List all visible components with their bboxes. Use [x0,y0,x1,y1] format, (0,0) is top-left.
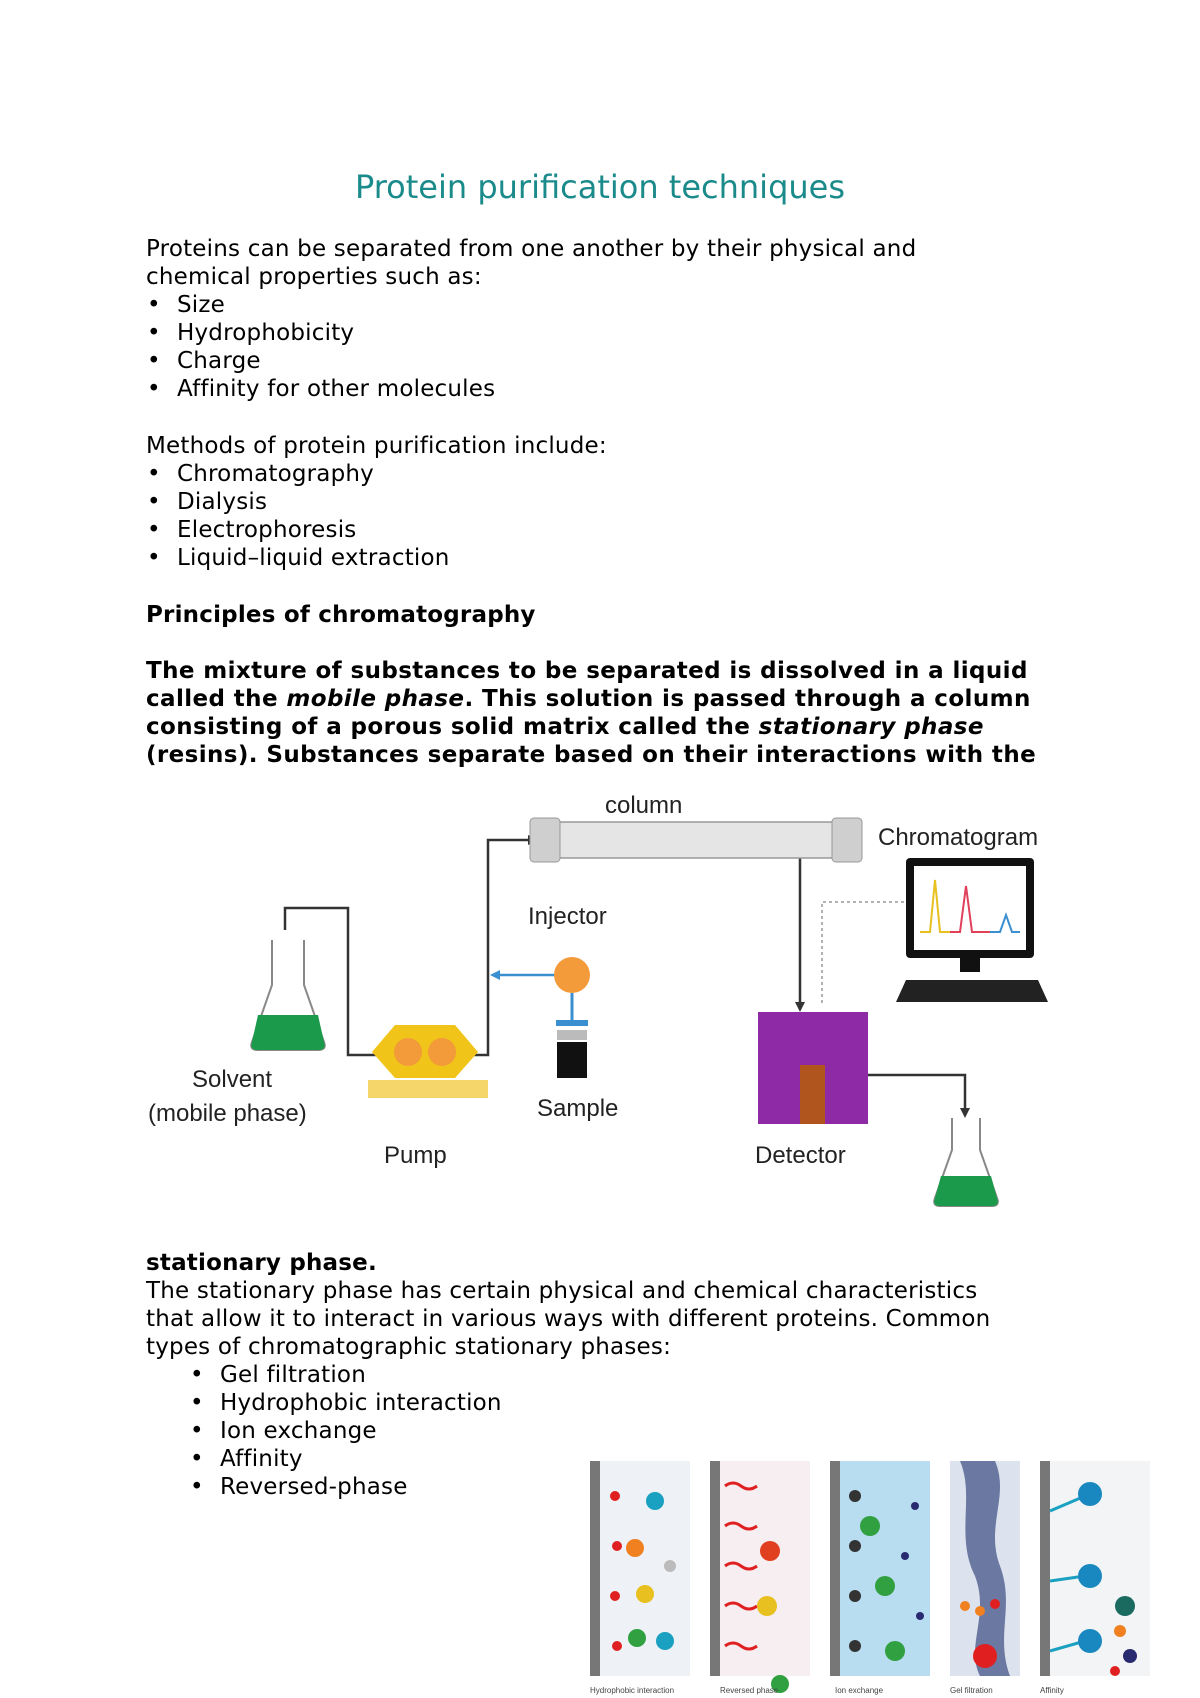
label-mobile-phase: (mobile phase) [148,1100,307,1127]
label-injector: Injector [528,903,607,930]
caption-gel-filtration: Gel filtration [950,1686,993,1695]
arrow-head [490,970,500,980]
detector-signal-line [822,902,910,1005]
monitor-screen [914,866,1026,950]
waste-liquid [934,1176,998,1206]
list-item: • Reversed-phase [190,1474,408,1500]
list-item: • Liquid–liquid extraction [147,545,450,571]
caption-affinity: Affinity [1040,1686,1064,1695]
list-item: • Affinity [190,1446,303,1472]
stationary-line-3: types of chromatographic stationary phases: [146,1334,672,1360]
keyboard [896,980,1048,1002]
column-cap-left [530,818,560,862]
arrow-head [795,1002,805,1012]
tube-pump-to-column [474,840,530,1055]
solvent-liquid [251,1015,325,1050]
stationary-phase-illustration [585,1456,1155,1696]
principles-line-4: (resins). Substances separate based on their interactions with the [146,742,1037,768]
injector-valve [554,957,590,993]
tube-column-to-detector [800,840,860,1005]
principles-line-2: called the mobile phase. This solution is passed through a column [146,686,1031,712]
sample-cap [557,1030,587,1040]
list-item: • Charge [147,348,261,374]
label-solvent: Solvent [192,1066,273,1093]
caption-reversed: Reversed phase [720,1686,779,1695]
label-detector: Detector [755,1142,846,1169]
pump-body [372,1025,478,1078]
panel-ion-exchange [830,1461,930,1676]
intro-line-1: Proteins can be separated from one another by their physical and [146,236,917,262]
pump-head [394,1038,422,1066]
label-chromatogram: Chromatogram [878,824,1039,851]
column-body [540,822,850,858]
list-item: • Affinity for other molecules [147,376,496,402]
tube-detector-to-waste [862,1075,965,1110]
list-item: • Hydrophobicity [147,320,355,346]
monitor-stand [960,958,980,972]
label-column: column [605,792,683,819]
detector-cell [800,1065,825,1124]
stationary-line-1: The stationary phase has certain physical and chemical characteristics [146,1278,978,1304]
arrow-head [960,1108,970,1118]
principles-line-5: stationary phase. [146,1250,377,1276]
stationary-line-2: that allow it to interact in various ways with different proteins. Common [146,1306,991,1332]
list-item: • Chromatography [147,461,374,487]
principles-line-3: consisting of a porous solid matrix called the stationary phase [146,714,984,740]
intro-line-2: chemical properties such as: [146,264,482,290]
principles-line-1: The mixture of substances to be separated is dissolved in a liquid [146,658,1028,684]
list-item: • Ion exchange [190,1418,377,1444]
list-item: • Gel filtration [190,1362,366,1388]
caption-ion-exchange: Ion exchange [835,1686,884,1695]
label-sample: Sample [537,1095,619,1122]
column-cap-right [832,818,862,862]
methods-heading: Methods of protein purification include: [146,433,607,459]
pump-base [368,1080,488,1098]
list-item: • Dialysis [147,489,268,515]
page-title: Protein purification techniques [354,168,846,206]
principles-heading: Principles of chromatography [146,602,536,628]
injector-bar [556,1020,588,1026]
caption-hydrophobic: Hydrophobic interaction [590,1686,675,1695]
list-item: • Size [147,292,226,318]
list-item: • Electrophoresis [147,517,357,543]
label-pump: Pump [384,1142,447,1169]
panel-reversed [710,1461,810,1676]
pump-head [428,1038,456,1066]
sample-vial [557,1042,587,1078]
list-item: • Hydrophobic interaction [190,1390,502,1416]
